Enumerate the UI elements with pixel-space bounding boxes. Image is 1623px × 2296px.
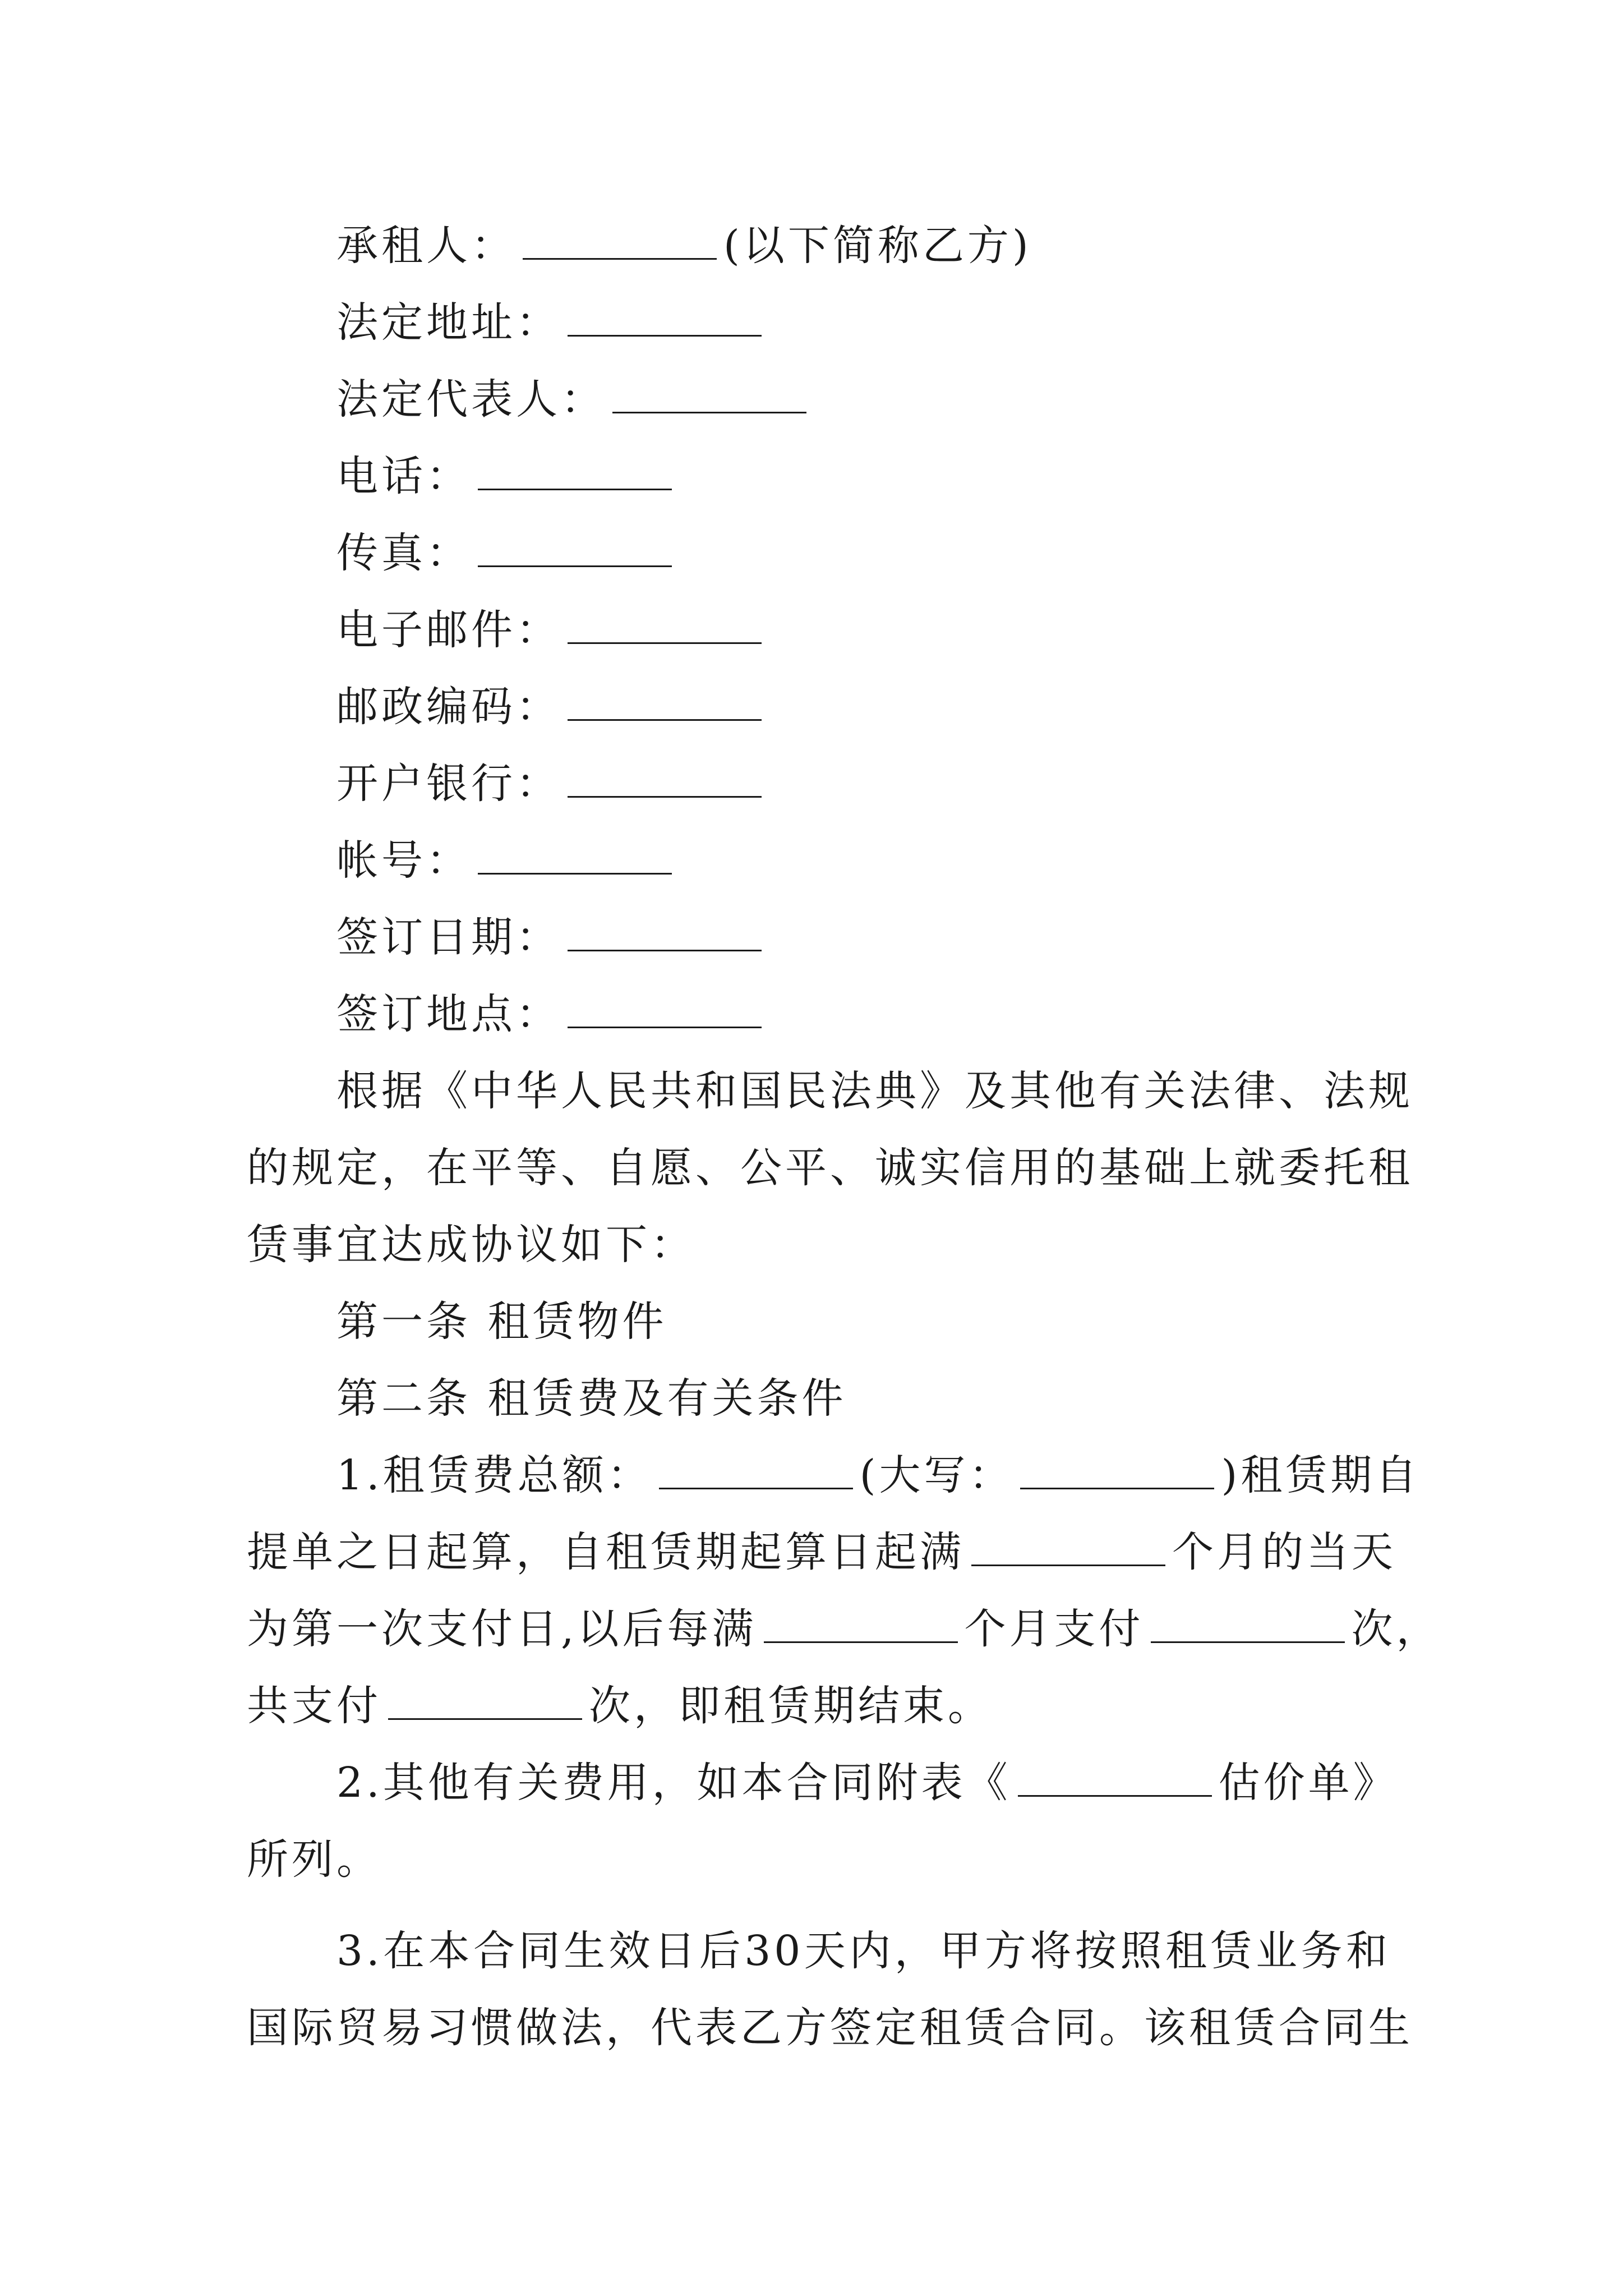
clause-2-text-b: 估价单》 — [1218, 1759, 1398, 1807]
lessee-blank — [523, 224, 717, 260]
preamble-line-1: 根据《中华人民共和国民法典》及其他有关法律、法规 — [336, 1067, 1413, 1115]
clause-3-line-1: 3.在本合同生效日后30天内，甲方将按照租赁业务和 — [336, 1927, 1391, 1975]
clause-1-blank-interval — [764, 1608, 958, 1643]
fax-blank — [478, 532, 672, 567]
clause-1-text-a: 1.租赁费总额： — [336, 1451, 652, 1499]
sign-place-label: 签订地点： — [336, 990, 561, 1038]
postcode-line — [336, 669, 1391, 746]
phone-line — [336, 438, 1391, 515]
clause-2-blank — [1018, 1761, 1212, 1797]
account-label: 帐号： — [336, 836, 471, 885]
postcode-blank — [568, 685, 762, 721]
clause-1-text-h: 次， — [1351, 1605, 1441, 1653]
clause-1-text-g: 个月支付 — [964, 1605, 1144, 1653]
email-label: 电子邮件： — [336, 606, 561, 654]
clause-3-line-2: 国际贸易习惯做法，代表乙方签定租赁合同。该租赁合同生 — [247, 2004, 1413, 2052]
clause-1-blank-total-times — [388, 1685, 582, 1720]
bank-blank — [568, 762, 762, 798]
clause-2-text-a: 2.其他有关费用，如本合同附表《 — [336, 1759, 1011, 1807]
bank-label: 开户银行： — [336, 760, 561, 808]
clause-2-line-2: 所列。 — [247, 1835, 381, 1884]
sign-date-line — [336, 899, 1391, 976]
lessee-suffix: (以下简称乙方) — [723, 222, 1032, 270]
lessee-line — [336, 208, 1391, 284]
clause-1-text-d: 提单之日起算，自租赁期起算日起满 — [247, 1528, 965, 1576]
clause-1-text-f: 为第一次支付日,以后每满 — [247, 1605, 757, 1653]
clause-1-blank-total — [659, 1454, 853, 1489]
account-line — [336, 822, 1391, 899]
representative-label: 法定代表人： — [336, 375, 606, 424]
clause-1-blank-times — [1151, 1608, 1345, 1643]
fax-label: 传真： — [336, 529, 471, 577]
clause-1-line-4 — [247, 1668, 1391, 1745]
sign-date-label: 签订日期： — [336, 913, 561, 961]
preamble-line-3: 赁事宜达成协议如下： — [247, 1221, 695, 1269]
clause-2-line-1 — [336, 1745, 1398, 1821]
clause-1-line-3 — [247, 1591, 1441, 1668]
address-line — [336, 284, 1391, 361]
phone-label: 电话： — [336, 452, 471, 500]
representative-line — [336, 361, 1391, 438]
lessee-label: 承租人： — [336, 222, 516, 270]
clause-1-text-j: 次，即租赁期结束。 — [589, 1682, 993, 1730]
postcode-label: 邮政编码： — [336, 683, 561, 731]
email-blank — [568, 609, 762, 644]
sign-place-line — [336, 976, 1391, 1053]
clause-1-text-i: 共支付 — [247, 1682, 381, 1730]
clause-1-line-2 — [247, 1514, 1396, 1591]
clause-1-line-1 — [336, 1437, 1421, 1514]
address-blank — [568, 301, 762, 337]
sign-place-blank — [568, 993, 762, 1028]
fax-line — [336, 515, 1391, 592]
clause-1-text-c: )租赁期自 — [1221, 1451, 1421, 1499]
clause-1-blank-uppercase — [1020, 1454, 1214, 1489]
article-2-heading: 第二条 租赁费及有关条件 — [336, 1374, 847, 1423]
email-line — [336, 592, 1391, 669]
bank-line — [336, 746, 1391, 822]
preamble-line-2: 的规定，在平等、自愿、公平、诚实信用的基础上就委托租 — [247, 1144, 1413, 1192]
sign-date-blank — [568, 916, 762, 951]
clause-1-text-b: (大写： — [859, 1451, 1014, 1499]
article-1-heading: 第一条 租赁物件 — [336, 1297, 667, 1346]
clause-1-text-e: 个月的当天 — [1172, 1528, 1396, 1576]
address-label: 法定地址： — [336, 298, 561, 347]
phone-blank — [478, 455, 672, 490]
account-blank — [478, 839, 672, 875]
representative-blank — [612, 378, 806, 413]
clause-1-blank-months — [971, 1531, 1165, 1566]
